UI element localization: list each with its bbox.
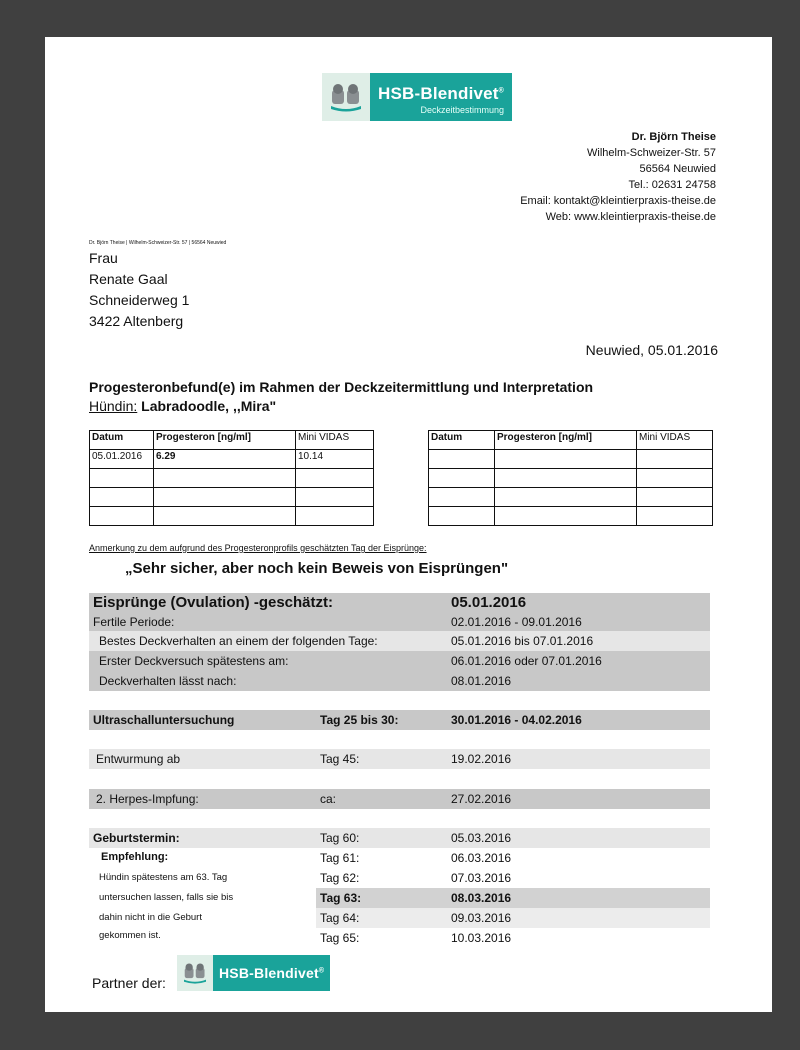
header-logo xyxy=(322,73,512,121)
table-row xyxy=(429,450,713,469)
partner-logo xyxy=(177,955,330,991)
cell-vidas xyxy=(296,469,374,488)
progesterone-table-right xyxy=(428,430,713,526)
document-heading: Progesteronbefund(e) im Rahmen der Deckzeitermittlung und Interpretation xyxy=(89,379,594,395)
sender-phone: Tel.: 02631 24758 xyxy=(628,179,716,191)
deworming-value: 19.02.2016 xyxy=(451,752,512,766)
first-mating-value: 06.01.2016 oder 07.01.2016 xyxy=(451,654,602,668)
best-mating-label: Bestes Deckverhalten an einem der folgenden Tage: xyxy=(99,634,378,648)
col-vidas: Mini VIDAS xyxy=(637,431,713,450)
ovulation-row xyxy=(89,593,710,613)
decline-label: Deckverhalten lässt nach: xyxy=(99,674,237,688)
ultrasound-label: Ultraschalluntersuchung xyxy=(93,713,235,727)
table-row xyxy=(90,507,374,526)
birth-row-61 xyxy=(89,848,710,868)
interpretation-note: Anmerkung zu dem aufgrund des Progesteronprofils geschätzten Tag der Eisprünge: xyxy=(89,543,427,553)
recipient-name: Renate Gaal xyxy=(89,271,168,287)
cell-progesterone xyxy=(154,469,296,488)
decline-row xyxy=(89,671,710,691)
dogs-logo-icon xyxy=(322,73,370,121)
col-date: Datum xyxy=(429,431,495,450)
dog-line xyxy=(89,398,276,414)
herpes-value: 27.02.2016 xyxy=(451,792,512,806)
dog-label: Hündin: xyxy=(89,398,138,414)
recipient-city: 3422 Altenberg xyxy=(89,313,184,329)
birth-row-60 xyxy=(89,828,710,848)
birth-row-63 xyxy=(89,888,710,908)
sender-name: Dr. Björn Theise xyxy=(631,131,716,143)
birth-date: 05.03.2016 xyxy=(451,831,512,845)
birth-day: Tag 64: xyxy=(320,911,360,925)
table-row xyxy=(90,488,374,507)
progesterone-table-left xyxy=(89,430,374,526)
birth-label: Geburtstermin: xyxy=(93,831,180,845)
ovulation-value: 05.01.2016 xyxy=(451,594,527,611)
fertile-value: 02.01.2016 - 09.01.2016 xyxy=(451,615,582,629)
dogs-logo-icon xyxy=(177,955,213,991)
table-row xyxy=(90,450,374,469)
recipient-salutation: Frau xyxy=(89,250,118,266)
table-row xyxy=(429,469,713,488)
table-row xyxy=(429,507,713,526)
recipient-address xyxy=(89,248,189,332)
dog-value: Labradoodle, ,,Mira" xyxy=(141,398,277,414)
table-header-row xyxy=(90,431,374,450)
table-row xyxy=(90,469,374,488)
birth-date: 09.03.2016 xyxy=(451,911,512,925)
birth-row-64 xyxy=(89,908,710,928)
birth-day: Tag 60: xyxy=(320,831,360,845)
ultrasound-days: Tag 25 bis 30: xyxy=(320,713,399,727)
birth-day: Tag 63: xyxy=(320,891,362,905)
cell-progesterone xyxy=(154,488,296,507)
sender-city: 56564 Neuwied xyxy=(639,163,716,175)
partner-label: Partner der: xyxy=(92,975,166,991)
birth-date: 10.03.2016 xyxy=(451,931,512,945)
first-mating-label: Erster Deckversuch spätestens am: xyxy=(99,654,289,668)
interpretation-quote: „Sehr sicher, aber noch kein Beweis von Eisprüngen" xyxy=(125,560,509,577)
recommendation-line: Hündin spätestens am 63. Tag xyxy=(99,872,228,883)
best-mating-row xyxy=(89,631,710,651)
table-header-row xyxy=(429,431,713,450)
recommendation-line: gekommen ist. xyxy=(99,930,161,941)
first-mating-row xyxy=(89,651,710,671)
birth-date: 07.03.2016 xyxy=(451,871,512,885)
recommendation-label: Empfehlung: xyxy=(101,851,169,863)
fertile-row xyxy=(89,613,710,631)
place-date: Neuwied, 05.01.2016 xyxy=(585,342,718,358)
cell-date xyxy=(90,469,154,488)
document-page xyxy=(45,37,772,1012)
sender-block xyxy=(520,129,716,225)
sender-email: Email: kontakt@kleintierpraxis-theise.de xyxy=(520,195,716,207)
cell-vidas xyxy=(296,488,374,507)
sender-web: Web: www.kleintierpraxis-theise.de xyxy=(545,211,716,223)
brand-name: HSB-Blendivet® xyxy=(219,965,325,981)
deworming-label: Entwurmung ab xyxy=(96,752,181,766)
cell-progesterone xyxy=(154,507,296,526)
highlight-day-63 xyxy=(316,888,710,908)
recommendation-line: dahin nicht in die Geburt xyxy=(99,912,202,923)
birth-date: 08.03.2016 xyxy=(451,891,512,905)
cell-vidas: 10.14 xyxy=(296,450,374,469)
herpes-days: ca: xyxy=(320,792,337,806)
brand-subtitle: Deckzeitbestimmung xyxy=(420,104,505,115)
birth-date: 06.03.2016 xyxy=(451,851,512,865)
decline-value: 08.01.2016 xyxy=(451,674,512,688)
birth-day: Tag 62: xyxy=(320,871,360,885)
recommendation-line: untersuchen lassen, falls sie bis xyxy=(99,892,234,903)
herpes-label: 2. Herpes-Impfung: xyxy=(96,792,199,806)
col-vidas: Mini VIDAS xyxy=(296,431,374,450)
cell-vidas xyxy=(296,507,374,526)
brand-box xyxy=(370,73,512,121)
brand-name: HSB-Blendivet® xyxy=(378,83,505,103)
table-row xyxy=(429,488,713,507)
birth-row-62 xyxy=(89,868,710,888)
cell-date xyxy=(90,488,154,507)
cell-date: 05.01.2016 xyxy=(90,450,154,469)
col-date: Datum xyxy=(90,431,154,450)
col-progesterone: Progesteron [ng/ml] xyxy=(495,431,637,450)
cell-progesterone: 6.29 xyxy=(154,450,296,469)
sender-street: Wilhelm-Schweizer-Str. 57 xyxy=(587,147,716,159)
birth-day: Tag 61: xyxy=(320,851,360,865)
birth-day: Tag 65: xyxy=(320,931,360,945)
deworming-row xyxy=(89,749,710,769)
cell-date xyxy=(90,507,154,526)
ovulation-label: Eisprünge (Ovulation) -geschätzt: xyxy=(93,594,334,611)
deworming-days: Tag 45: xyxy=(320,752,360,766)
birth-row-65 xyxy=(89,928,710,948)
ultrasound-row xyxy=(89,710,710,730)
brand-box xyxy=(213,955,330,991)
col-progesterone: Progesteron [ng/ml] xyxy=(154,431,296,450)
row-shade xyxy=(316,908,710,928)
return-address-line: Dr. Björn Theise | Wilhelm-Schweizer-Str. 57 | 56564 Neuwied xyxy=(89,240,227,246)
fertile-label: Fertile Periode: xyxy=(93,615,175,629)
ultrasound-value: 30.01.2016 - 04.02.2016 xyxy=(451,713,582,727)
recipient-street: Schneiderweg 1 xyxy=(89,292,190,308)
herpes-row xyxy=(89,789,710,809)
best-mating-value: 05.01.2016 bis 07.01.2016 xyxy=(451,634,594,648)
